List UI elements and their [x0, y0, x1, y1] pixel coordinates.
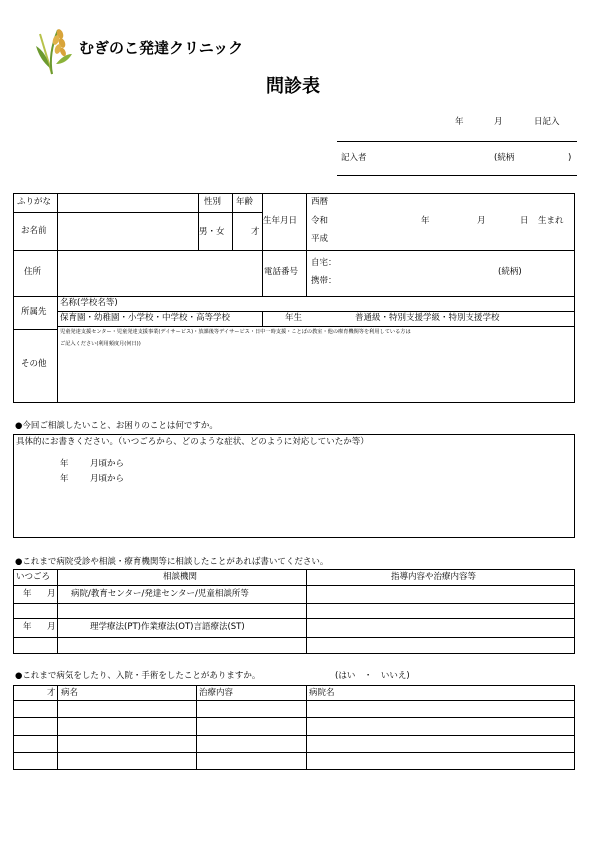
age-unit: 才	[251, 227, 260, 237]
illness-options: (はい ・ いいえ)	[335, 671, 410, 681]
consult-prompt: 具体的にお書きください。（いつごろから、どのような症状、どのように対応していたか等）	[16, 437, 369, 447]
form-title: 問診表	[266, 76, 320, 97]
illness-question: ●これまで病気をしたり、入院・手術をしたことがありますか。	[15, 671, 261, 681]
illness-table	[13, 685, 575, 770]
name-label: お名前	[21, 226, 47, 236]
gender-options: 男・女	[199, 227, 225, 237]
history-col-org: 相談機関	[163, 572, 198, 582]
age-label: 年齢	[236, 197, 254, 207]
date-day-label: 日記入	[534, 117, 560, 127]
gender-label: 性別	[204, 197, 222, 207]
filler-label: 記入者	[341, 153, 367, 163]
relation-open: (続柄	[494, 153, 515, 163]
birthdate-label: 生年月日	[263, 216, 298, 226]
consult-line2-year: 年	[60, 474, 69, 484]
affiliation-label: 所属先	[21, 307, 47, 317]
illness-col-disease: 病名	[61, 688, 79, 698]
illness-col-age: 才	[47, 688, 56, 698]
history-row2-org: 理学療法(PT)作業療法(OT)言語療法(ST)	[90, 622, 245, 632]
other-label: その他	[21, 359, 47, 369]
school-name-label: 名称(学校名等)	[60, 298, 118, 308]
filler-underline	[337, 175, 577, 176]
birth-month: 月	[477, 216, 486, 226]
clinic-name: むぎのこ発達クリニック	[79, 39, 244, 57]
birth-day: 日	[520, 216, 529, 226]
clinic-logo	[32, 24, 76, 76]
date-month-label: 月	[494, 117, 503, 127]
era-seireki: 西暦	[311, 197, 329, 207]
consult-line2-text: 月頃から	[90, 474, 125, 484]
consult-line1-year: 年	[60, 459, 69, 469]
birth-suffix: 生まれ	[538, 216, 564, 226]
era-heisei: 平成	[311, 234, 329, 244]
consult-question: ●今回ご相談したいこと、お困りのことは何ですか。	[15, 421, 218, 431]
history-row1-month: 月	[47, 589, 56, 599]
consult-box[interactable]	[13, 434, 575, 538]
consult-line1-text: 月頃から	[90, 459, 125, 469]
phone-label: 電話番号	[264, 267, 299, 277]
illness-col-treatment: 治療内容	[199, 688, 234, 698]
relation-close: )	[568, 153, 572, 163]
mobile-phone-label: 携帯：	[311, 276, 337, 286]
history-col-content: 指導内容や治療内容等	[391, 572, 477, 582]
history-col-when: いつごろ	[16, 572, 51, 582]
birth-year: 年	[421, 216, 430, 226]
history-row1-org: 病院/教育センター/発達センター/児童相談所等	[71, 589, 249, 599]
era-reiwa: 令和	[311, 216, 329, 226]
date-underline	[337, 141, 577, 142]
history-question: ●これまで病院受診や相談・療育機関等に相談したことがあれば書いてください。	[15, 557, 329, 567]
history-row2-year: 年	[23, 622, 32, 632]
furigana-label: ふりがな	[17, 197, 52, 207]
wheat-icon	[32, 24, 76, 76]
address-label: 住所	[24, 267, 42, 277]
history-table	[13, 569, 575, 654]
school-types: 保育園・幼稚園・小学校・中学校・高等学校	[60, 313, 231, 323]
home-phone-label: 自宅：	[311, 258, 337, 268]
other-note-line1: 児童発達支援センター・児童発達支援事業(デイサービス)・放課後等デイサービス・日中一時支援・ことばの教室・他の療育機関等を利用している方は	[60, 329, 411, 335]
history-row1-year: 年	[23, 589, 32, 599]
phone-relation: (続柄)	[498, 267, 522, 277]
grade-label: 年生	[285, 313, 303, 323]
other-note-line2: ご記入ください(利用頻度月(何日))	[60, 341, 141, 347]
illness-col-hospital: 病院名	[309, 688, 335, 698]
date-year-label: 年	[455, 117, 464, 127]
class-types: 普通級・特別支援学級・特別支援学校	[355, 313, 500, 323]
history-row2-month: 月	[47, 622, 56, 632]
